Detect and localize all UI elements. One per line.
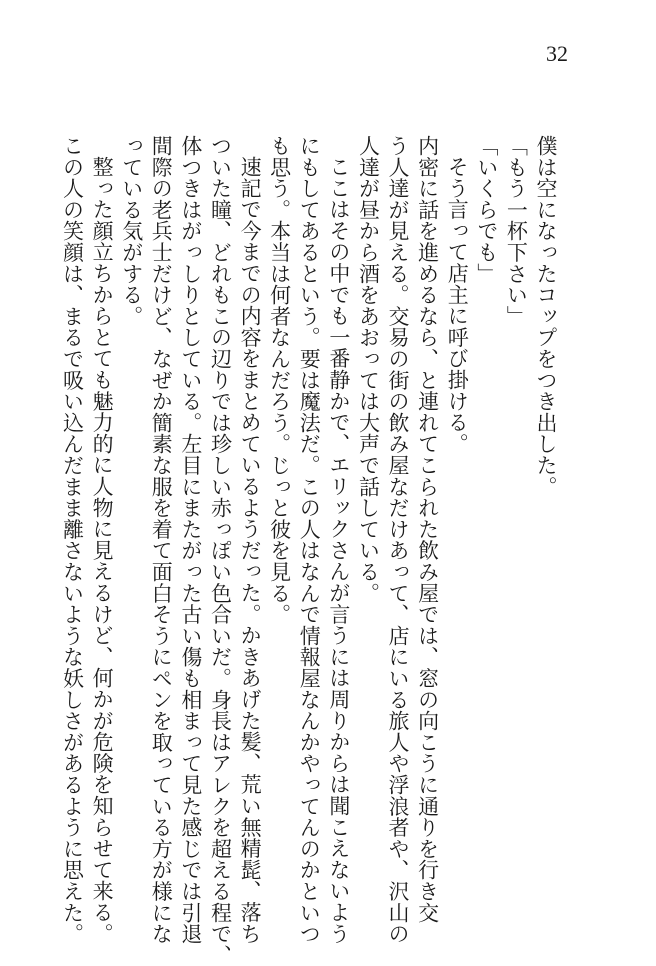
text-line: 体つきはがっしりとしている。左目にまたがった古い傷も相まって見た感じでは引退 xyxy=(178,135,203,945)
text-line: そう言って店主に呼び掛ける。 xyxy=(445,156,470,455)
text-line: ついた瞳、どれもこの辺りでは珍しい赤っぽい色合いだ。身長はアレクを超える程で、 xyxy=(208,135,233,966)
text-line: 間際の老兵士だけど、なぜか簡素な服を着て面白そうにペンを取っている方が様にな xyxy=(149,135,174,945)
text-line: 速記で今までの内容をまとめているようだった。かきあげた髪、荒い無精髭、落ち xyxy=(238,156,263,945)
text-line: う人達が見える。交易の街の飲み屋なだけあって、店にいる旅人や浮浪者や、沢山の xyxy=(386,135,411,945)
text-line: も思う。本当は何者なんだろう。じっと彼を見る。 xyxy=(267,135,292,625)
text-line: 「いくらでも」 xyxy=(474,135,499,285)
text-line: 人達が昼から酒をあおっては大声で話している。 xyxy=(356,135,381,604)
page-number: 32 xyxy=(546,41,568,66)
novel-text-body xyxy=(57,135,560,966)
text-line: 内密に話を進めるなら、と連れてこられた飲み屋では、窓の向こうに通りを行き交 xyxy=(415,135,440,924)
text-line: にもしてあるという。要は魔法だ。この人はなんで情報屋なんかやってんのかといつ xyxy=(297,135,322,945)
text-line: っている気がする。 xyxy=(119,135,144,327)
text-line: 整った顔立ちからとても魅力的に人物に見えるけど、何かが危険を知らせて来る。 xyxy=(90,156,115,945)
text-line: 「もう一杯下さい」 xyxy=(504,135,529,327)
text-line: ここはその中でも一番静かで、エリックさんが言うには周りからは聞こえないよう xyxy=(326,156,351,945)
text-line: この人の笑顔は、まるで吸い込んだまま離さないような妖しさがあるように思えた。 xyxy=(60,135,85,945)
text-line: 僕は空になったコップをつき出した。 xyxy=(534,135,558,498)
